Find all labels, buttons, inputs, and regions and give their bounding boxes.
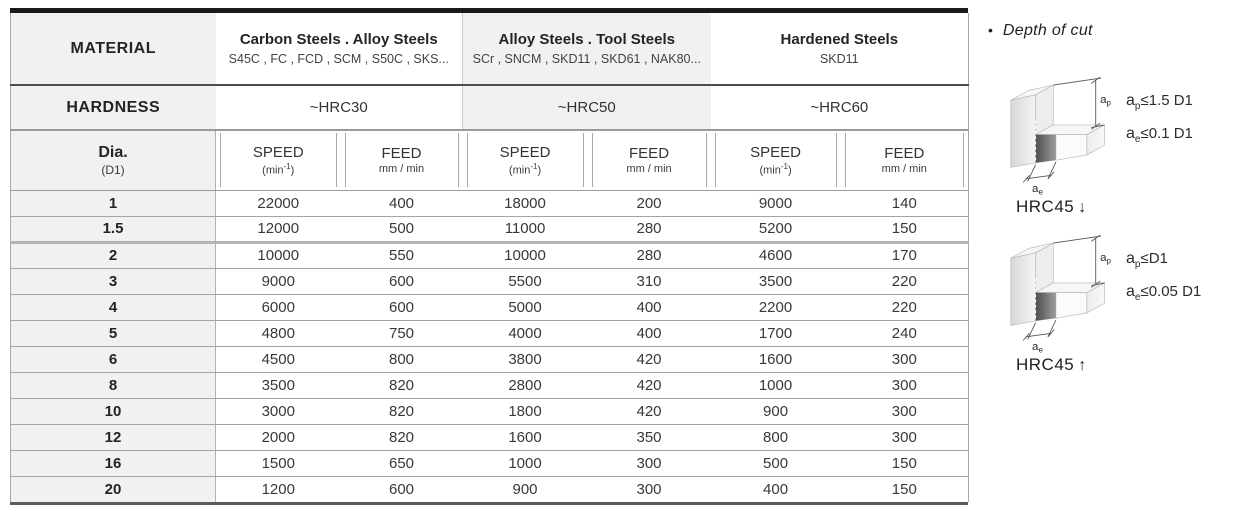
value-cell: 2200 <box>711 294 841 320</box>
hardness-caption: HRC45 ↑ <box>1016 355 1087 374</box>
value-cell: 820 <box>341 424 463 450</box>
feed-label: FEED <box>629 145 670 163</box>
dia-label: Dia. <box>98 143 128 161</box>
material-group-hardened <box>711 13 969 85</box>
value-cell: 22000 <box>216 190 341 216</box>
column-header-row <box>11 130 969 190</box>
table-bottom-rule <box>10 502 968 505</box>
dia-unit: (D1) <box>101 162 125 177</box>
hardness-caption: HRC45 ↓ <box>1016 197 1087 216</box>
cutting-conditions-table <box>10 8 968 505</box>
cut-rules <box>1126 250 1201 303</box>
value-cell: 150 <box>841 216 969 242</box>
feed-header-cell <box>588 130 711 190</box>
table-row <box>11 476 969 502</box>
ap-dim-label: $a_p$ <box>1100 93 1111 108</box>
value-cell: 400 <box>711 476 841 502</box>
dia-cell: 2 <box>11 242 216 268</box>
value-cell: 310 <box>588 268 711 294</box>
dia-cell: 1 <box>11 190 216 216</box>
feed-unit: mm / min <box>881 163 927 176</box>
speed-label: SPEED <box>750 143 801 161</box>
value-cell: 11000 <box>463 216 588 242</box>
value-cell: 800 <box>341 346 463 372</box>
feed-header-box <box>592 133 707 187</box>
bullet-icon: • <box>988 22 993 38</box>
down-arrow-icon: ↓ <box>1078 199 1087 216</box>
ae-dim-label: $a_e$ <box>1032 341 1043 353</box>
speed-header-box <box>467 133 584 187</box>
feed-label: FEED <box>884 145 925 163</box>
value-cell: 300 <box>841 346 969 372</box>
value-cell: 280 <box>588 216 711 242</box>
value-cell: 10000 <box>463 242 588 268</box>
value-cell: 300 <box>841 398 969 424</box>
value-cell: 10000 <box>216 242 341 268</box>
depth-of-cut-title: • Depth of cut <box>988 22 1093 39</box>
feed-unit: mm / min <box>626 163 672 176</box>
value-cell: 1000 <box>463 450 588 476</box>
group-subtitle: S45C , FC , FCD , SCM , S50C , SKS... <box>228 52 449 67</box>
hardness-value-cell <box>463 85 711 130</box>
value-cell: 140 <box>841 190 969 216</box>
value-cell: 220 <box>841 268 969 294</box>
value-cell: 400 <box>341 190 463 216</box>
speed-header-box <box>220 133 337 187</box>
speed-label: SPEED <box>252 143 304 161</box>
value-cell: 420 <box>588 372 711 398</box>
up-arrow-icon: ↑ <box>1078 357 1087 374</box>
value-cell: 300 <box>588 450 711 476</box>
hardness-label: HARDNESS <box>66 98 161 116</box>
value-cell: 240 <box>841 320 969 346</box>
cut-rules <box>1126 92 1193 145</box>
value-cell: 4000 <box>463 320 588 346</box>
dia-cell: 1.5 <box>11 216 216 242</box>
value-cell: 400 <box>588 320 711 346</box>
material-row <box>11 13 969 85</box>
value-cell: 150 <box>841 476 969 502</box>
value-cell: 600 <box>341 294 463 320</box>
hardness-row <box>11 85 969 130</box>
speed-header-box <box>715 133 837 187</box>
dia-cell: 4 <box>11 294 216 320</box>
hardness-value: ~HRC60 <box>810 98 869 116</box>
table-row <box>11 450 969 476</box>
value-cell: 3000 <box>216 398 341 424</box>
value-cell: 600 <box>341 476 463 502</box>
value-cell: 820 <box>341 372 463 398</box>
table-row <box>11 346 969 372</box>
value-cell: 500 <box>711 450 841 476</box>
table-row <box>11 320 969 346</box>
value-cell: 220 <box>841 294 969 320</box>
value-cell: 3800 <box>463 346 588 372</box>
ap-rule: $a_p\le D1$ <box>1126 250 1168 270</box>
value-cell: 500 <box>341 216 463 242</box>
value-cell: 420 <box>588 398 711 424</box>
speed-unit: $(\min^{-1})$ <box>759 161 792 177</box>
speed-unit: $(\min^{-1})$ <box>262 161 295 177</box>
table-row <box>11 372 969 398</box>
material-label-cell <box>11 13 216 85</box>
material-group-carbon <box>216 13 463 85</box>
value-cell: 5000 <box>463 294 588 320</box>
dia-cell: 8 <box>11 372 216 398</box>
value-cell: 4600 <box>711 242 841 268</box>
value-cell: 1200 <box>216 476 341 502</box>
speed-header-cell <box>216 130 341 190</box>
dia-cell: 20 <box>11 476 216 502</box>
value-cell: 2000 <box>216 424 341 450</box>
value-cell: 2800 <box>463 372 588 398</box>
group-subtitle: SCr , SNCM , SKD11 , SKD61 , NAK80... <box>472 52 701 67</box>
group-title: Hardened Steels <box>780 30 899 48</box>
value-cell: 4500 <box>216 346 341 372</box>
dia-cell: 12 <box>11 424 216 450</box>
value-cell: 5200 <box>711 216 841 242</box>
value-cell: 5500 <box>463 268 588 294</box>
value-cell: 18000 <box>463 190 588 216</box>
group-title: Carbon Steels . Alloy Steels <box>239 30 438 48</box>
step-cut-diagram-icon <box>1002 76 1124 195</box>
value-cell: 9000 <box>216 268 341 294</box>
value-cell: 1700 <box>711 320 841 346</box>
ae-rule: $a_e\le 0.1$ D1 <box>1126 125 1193 145</box>
feed-header-cell <box>341 130 463 190</box>
ae-dim-label: $a_e$ <box>1032 183 1043 195</box>
value-cell: 170 <box>841 242 969 268</box>
feed-label: FEED <box>381 145 422 163</box>
value-cell: 550 <box>341 242 463 268</box>
material-group-alloy <box>463 13 711 85</box>
speed-header-cell <box>463 130 588 190</box>
ae-rule: $a_e\le 0.05$ D1 <box>1126 283 1202 303</box>
value-cell: 1800 <box>463 398 588 424</box>
feed-header-box <box>845 133 965 187</box>
value-cell: 150 <box>841 450 969 476</box>
speed-header-cell <box>711 130 841 190</box>
dia-header-cell <box>11 130 216 190</box>
hardness-value-cell <box>711 85 969 130</box>
value-cell: 650 <box>341 450 463 476</box>
value-cell: 9000 <box>711 190 841 216</box>
value-cell: 600 <box>341 268 463 294</box>
feed-header-box <box>345 133 459 187</box>
feed-header-cell <box>841 130 969 190</box>
value-cell: 1600 <box>711 346 841 372</box>
spec-table <box>10 13 969 502</box>
value-cell: 400 <box>588 294 711 320</box>
dia-cell: 5 <box>11 320 216 346</box>
material-label: MATERIAL <box>70 39 156 57</box>
speed-unit: $(\min^{-1})$ <box>508 161 542 177</box>
value-cell: 1600 <box>463 424 588 450</box>
dia-cell: 3 <box>11 268 216 294</box>
hardness-label-cell <box>11 85 216 130</box>
group-title: Alloy Steels . Tool Steels <box>498 30 675 48</box>
value-cell: 12000 <box>216 216 341 242</box>
value-cell: 350 <box>588 424 711 450</box>
value-cell: 300 <box>588 476 711 502</box>
value-cell: 200 <box>588 190 711 216</box>
ap-dim-label: $a_p$ <box>1100 251 1111 266</box>
value-cell: 1000 <box>711 372 841 398</box>
table-row <box>11 216 969 242</box>
value-cell: 820 <box>341 398 463 424</box>
step-cut-diagram-icon <box>1002 234 1124 353</box>
table-row <box>11 398 969 424</box>
value-cell: 280 <box>588 242 711 268</box>
spec-table-body <box>11 190 969 502</box>
table-row <box>11 268 969 294</box>
value-cell: 300 <box>841 424 969 450</box>
value-cell: 300 <box>841 372 969 398</box>
ap-rule: $a_p\le 1.5$ D1 <box>1126 92 1193 112</box>
table-row <box>11 294 969 320</box>
dia-cell: 10 <box>11 398 216 424</box>
hardness-value-cell <box>216 85 463 130</box>
value-cell: 750 <box>341 320 463 346</box>
value-cell: 3500 <box>711 268 841 294</box>
value-cell: 420 <box>588 346 711 372</box>
dia-cell: 6 <box>11 346 216 372</box>
value-cell: 800 <box>711 424 841 450</box>
hardness-value: ~HRC50 <box>557 98 616 116</box>
table-row <box>11 242 969 268</box>
group-subtitle: SKD11 <box>819 52 859 67</box>
depth-diagram-side-milling <box>1002 234 1247 375</box>
table-row <box>11 424 969 450</box>
hardness-value: ~HRC30 <box>309 98 368 116</box>
value-cell: 6000 <box>216 294 341 320</box>
value-cell: 900 <box>711 398 841 424</box>
feed-unit: mm / min <box>378 163 425 176</box>
table-row <box>11 190 969 216</box>
value-cell: 1500 <box>216 450 341 476</box>
speed-label: SPEED <box>499 143 551 161</box>
value-cell: 4800 <box>216 320 341 346</box>
depth-diagram-slotting <box>1002 76 1247 217</box>
value-cell: 3500 <box>216 372 341 398</box>
dia-cell: 16 <box>11 450 216 476</box>
value-cell: 900 <box>463 476 588 502</box>
